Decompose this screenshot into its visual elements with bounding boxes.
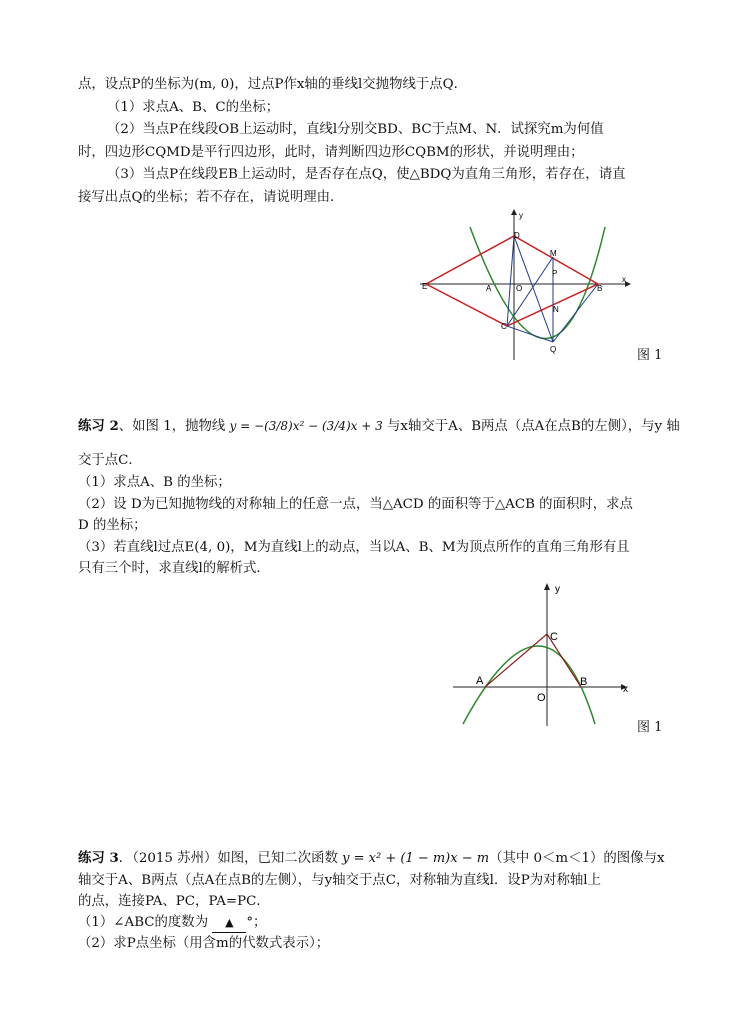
figure-2-label: 图 1: [637, 720, 663, 735]
label-P: P: [552, 269, 558, 278]
question-1: （1）求点A、B、C的坐标；: [107, 100, 280, 115]
parabola: [470, 227, 605, 339]
question-2-cont: 时，四边形CQMD是平行四边形，此时，请判断四边形CQBM的形状，并说明理由；: [78, 145, 584, 160]
label-Q: Q: [550, 345, 557, 354]
text-line: 点，设点P的坐标为(m, 0)，过点P作x轴的垂线l交抛物线于点Q．: [78, 77, 467, 92]
figure-1: [410, 205, 640, 370]
exercise-3-q2: （2）求P点坐标（用含m的代数式表示）；: [78, 936, 330, 951]
label-B: B: [580, 676, 588, 688]
exercise-3-title: 练习 3: [78, 850, 119, 866]
exercise-2-line2: 交于点C．: [78, 453, 142, 468]
answer-blank: ▲: [212, 914, 246, 933]
label-x: x: [623, 684, 628, 695]
figure-2: [445, 578, 645, 728]
label-O: O: [537, 692, 546, 704]
exercise-2-title: 练习 2: [78, 418, 119, 434]
label-A: A: [476, 675, 484, 687]
label-C: C: [501, 322, 507, 331]
question-3: （3）当点P在线段EB上运动时，是否存在点Q，使△BDQ为直角三角形，若存在，请直: [107, 167, 626, 182]
exercise-3-intro: 练习 3．（2015 苏州）如图，已知二次函数 y = x² + (1 − m)x − m（其中 0＜m＜1）的图像与x: [78, 850, 665, 866]
exercise-3-line2: 轴交于A、B两点（点A在点B的左侧），与y轴交于点C，对称轴为直线l．设P为对称轴l上: [78, 873, 601, 888]
exercise-3-q1: （1）∠ABC的度数为 ▲ °；: [78, 914, 266, 933]
label-N: N: [553, 305, 559, 314]
figure-1-label: 图 1: [637, 348, 663, 363]
rhombus: [426, 236, 598, 326]
exercise-2-intro: 练习 2、如图 1，抛物线 y = −(3/8)x² − (3/4)x + 3 与x轴交于A、B两点（点A在点B的左侧），与y 轴: [78, 418, 680, 434]
exercise-2-q2: （2）设 D为已知抛物线的对称轴上的任意一点，当△ACD 的面积等于△ACB 的面积时，求点: [78, 497, 633, 512]
label-C: C: [550, 631, 558, 643]
formula-2: y = −(3/8)x² − (3/4)x + 3: [229, 419, 383, 433]
segment-AC: [485, 634, 547, 687]
label-x: x: [622, 275, 626, 284]
formula-3: y = x² + (1 − m)x − m: [342, 851, 490, 866]
exercise-2-q3: （3）若直线l过点E(4, 0)，M为直线l上的动点，当以A、B、M为顶点所作的直角三角形有且: [78, 540, 630, 555]
label-y: y: [519, 211, 523, 220]
label-M: M: [550, 249, 557, 258]
question-3-cont: 接写出点Q的坐标；若不存在，请说明理由．: [78, 190, 344, 205]
label-D: D: [514, 231, 520, 240]
label-E: E: [422, 282, 428, 291]
label-y: y: [555, 584, 560, 595]
label-O: O: [516, 284, 523, 293]
exercise-2-q2-cont: D 的坐标；: [78, 518, 147, 533]
exercise-2-q1: （1）求点A、B 的坐标；: [78, 475, 231, 490]
label-A: A: [486, 284, 492, 293]
exercise-3-line3: 的点，连接PA、PC，PA=PC．: [78, 894, 270, 909]
exercise-2-q3-cont: 只有三个时，求直线l的解析式．: [78, 561, 270, 576]
label-B: B: [597, 284, 603, 293]
question-2: （2）当点P在线段OB上运动时，直线l分别交BD、BC于点M、N．试探究m为何值: [107, 122, 604, 137]
